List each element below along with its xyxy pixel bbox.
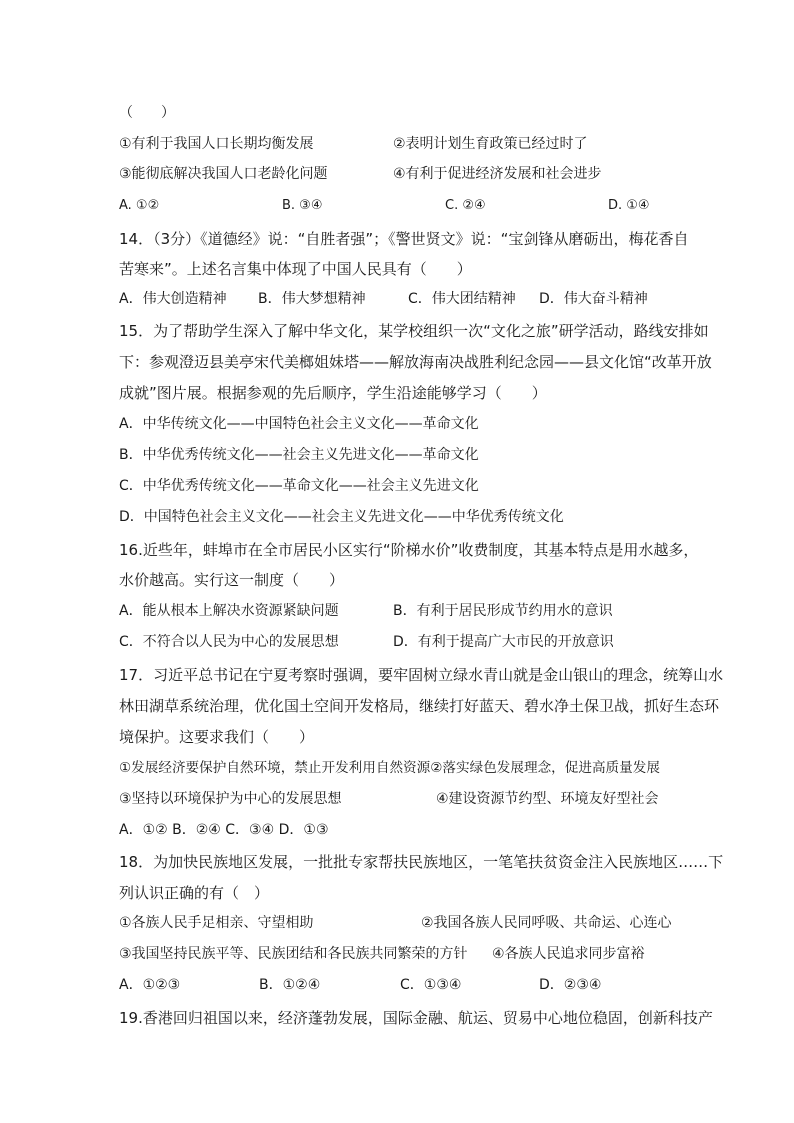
q15-option-a: A．中华传统文化——中国特色社会主义文化——革命文化 bbox=[119, 416, 479, 432]
q19-stem-line-1: 19.香港回归祖国以来，经济蓬勃发展，国际金融、航运、贸易中心地位稳固，创新科技产 bbox=[119, 1009, 713, 1027]
q15-stem-line-2: 下：参观澄迈县美亭宋代美榔姐妹塔——解放海南决战胜利纪念园——县文化馆“改革开放 bbox=[119, 353, 712, 371]
q13-paren: （ ） bbox=[119, 105, 175, 121]
q13-option-c: C. ②④ bbox=[445, 198, 486, 213]
q15-option-c: C．中华优秀传统文化——革命文化——社会主义先进文化 bbox=[119, 478, 479, 494]
q14-stem-line-1: 14．（3分）《道德经》说：“自胜者强”；《警世贤文》说：“宝剑锋从磨砺出，梅花香自 bbox=[119, 230, 689, 248]
q16-option-b: B．有利于居民形成节约用水的意识 bbox=[393, 603, 613, 619]
q13-item-3: ③能彻底解决我国人口老龄化问题 bbox=[119, 166, 328, 182]
q14-stem-line-2: 苦寒来”。上述名言集中体现了中国人民具有（ ） bbox=[119, 260, 472, 278]
q18-option-a: A．①②③ bbox=[119, 977, 181, 993]
q13-item-4: ④有利于促进经济发展和社会进步 bbox=[393, 166, 602, 182]
q18-item-1: ①各族人民手足相亲、守望相助 bbox=[119, 915, 314, 931]
q17-stem-line-1: 17．习近平总书记在宁夏考察时强调，要牢固树立绿水青山就是金山银山的理念，统筹山水 bbox=[119, 666, 724, 684]
q15-stem-line-3: 成就”图片展。根据参观的先后顺序，学生沿途能够学习（ ） bbox=[119, 384, 547, 402]
q18-item-3: ③我国坚持民族平等、民族团结和各民族共同繁荣的方针 bbox=[119, 946, 468, 962]
q14-option-d: D．伟大奋斗精神 bbox=[539, 291, 648, 307]
q15-option-d: D．中国特色社会主义文化——社会主义先进文化——中华优秀传统文化 bbox=[119, 509, 564, 525]
q16-option-c: C．不符合以人民为中心的发展思想 bbox=[119, 634, 339, 650]
q17-stem-line-3: 境保护。这要求我们（ ） bbox=[119, 728, 315, 746]
q18-option-d: D．②③④ bbox=[539, 977, 602, 993]
q18-item-2: ②我国各族人民同呼吸、共命运、心连心 bbox=[421, 915, 672, 931]
q14-option-a: A．伟大创造精神 bbox=[119, 291, 227, 307]
q14-option-c: C．伟大团结精神 bbox=[408, 291, 516, 307]
q17-item-1-2: ①发展经济要保护自然环境，禁止开发利用自然资源②落实绿色发展理念，促进高质量发展 bbox=[119, 760, 660, 776]
q13-option-a: A. ①② bbox=[119, 198, 160, 213]
q17-options: A．①② B．②④ C．③④ D．①③ bbox=[119, 822, 329, 838]
q18-option-b: B．①②④ bbox=[259, 977, 321, 993]
q13-option-d: D. ①④ bbox=[608, 198, 650, 213]
q17-stem-line-2: 林田湖草系统治理，优化国土空间开发格局，继续打好蓝天、碧水净土保卫战，抓好生态环 bbox=[119, 697, 720, 715]
q13-option-b: B. ③④ bbox=[282, 198, 323, 213]
q18-option-c: C．①③④ bbox=[400, 977, 462, 993]
q18-item-4: ④各族人民追求同步富裕 bbox=[492, 946, 645, 962]
q13-item-1: ①有利于我国人口长期均衡发展 bbox=[119, 136, 314, 152]
q16-stem-line-1: 16.近些年，蚌埠市在全市居民小区实行“阶梯水价”收费制度，其基本特点是用水越多， bbox=[119, 541, 699, 559]
q16-option-d: D．有利于提高广大市民的开放意识 bbox=[393, 634, 614, 650]
q15-stem-line-1: 15．为了帮助学生深入了解中华文化，某学校组织一次“文化之旅”研学活动，路线安排如 bbox=[119, 322, 709, 340]
q17-item-4: ④建设资源节约型、环境友好型社会 bbox=[436, 791, 659, 807]
q16-stem-line-2: 水价越高。实行这一制度（ ） bbox=[119, 571, 345, 589]
q15-option-b: B．中华优秀传统文化——社会主义先进文化——革命文化 bbox=[119, 447, 479, 463]
q13-item-2: ②表明计划生育政策已经过时了 bbox=[393, 136, 588, 152]
q17-item-3: ③坚持以环境保护为中心的发展思想 bbox=[119, 791, 342, 807]
q16-option-a: A．能从根本上解决水资源紧缺问题 bbox=[119, 603, 339, 619]
q14-option-b: B．伟大梦想精神 bbox=[258, 291, 366, 307]
q18-stem-line-1: 18．为加快民族地区发展，一批批专家帮扶民族地区，一笔笔扶贫资金注入民族地区……下 bbox=[119, 853, 724, 871]
q18-stem-line-2: 列认识正确的有（ ） bbox=[119, 884, 270, 902]
